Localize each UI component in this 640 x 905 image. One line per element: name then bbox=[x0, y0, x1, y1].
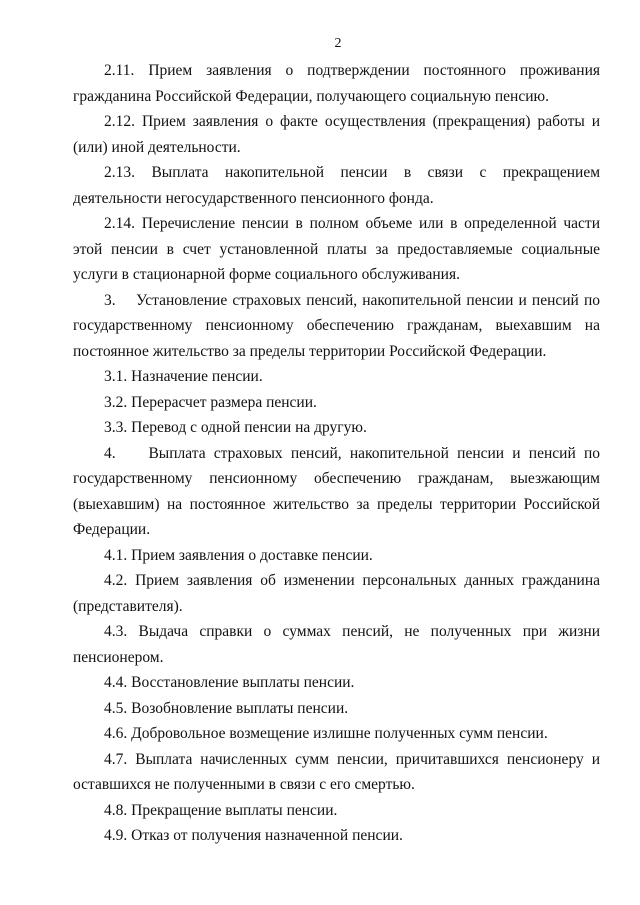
paragraph-number: 4.2. bbox=[104, 572, 128, 589]
paragraph-number: 4.8. bbox=[104, 801, 128, 819]
paragraph-number: 2.11. bbox=[104, 62, 135, 79]
paragraph-number: 4. bbox=[104, 444, 116, 462]
paragraph-text: Назначение пенсии. bbox=[131, 368, 263, 385]
paragraph-number: 3.1. bbox=[104, 368, 128, 385]
paragraph-text: Восстановление выплаты пенсии. bbox=[131, 674, 355, 691]
paragraph-number: 3.3. bbox=[104, 419, 128, 436]
paragraph-3-1 bbox=[73, 364, 600, 390]
paragraph-text: Отказ от получения назначенной пенсии. bbox=[131, 827, 403, 844]
paragraph-3-2 bbox=[73, 390, 600, 416]
paragraph-text: Прекращение выплаты пенсии. bbox=[131, 801, 338, 819]
paragraph-text: Установление страховых пенсий, накопительной пенсии и пенсий по государственному пенсионному обеспечению гражданам, выехавшим на постоянное жительство за пределы территории Российской Федерации. bbox=[73, 291, 601, 360]
paragraph-number: 4.7. bbox=[104, 750, 128, 768]
paragraph-text: Перечисление пенсии в полном объеме или в определенной части этой пенсии в счет установленной платы за предоставляемые социальные услуги в стационарной форме социального обслуживания. bbox=[73, 215, 600, 283]
paragraph-3 bbox=[73, 288, 600, 365]
paragraph-2-11 bbox=[73, 58, 600, 109]
paragraph-text: Выплата начисленных сумм пенсии, причитавшихся пенсионеру и оставшихся не полученными в связи с его смертью. bbox=[73, 750, 601, 793]
paragraph-text: Перерасчет размера пенсии. bbox=[131, 393, 317, 411]
paragraph-4-9 bbox=[73, 823, 600, 849]
paragraph-4-7 bbox=[73, 747, 600, 798]
paragraph-3-3 bbox=[73, 415, 600, 441]
paragraph-number: 2.13. bbox=[104, 164, 135, 181]
paragraph-4-8 bbox=[73, 798, 600, 824]
paragraph-text: Прием заявления о доставке пенсии. bbox=[131, 546, 373, 564]
paragraph-2-14 bbox=[73, 211, 600, 288]
paragraph-number: 4.9. bbox=[104, 827, 128, 844]
page-number: 2 bbox=[334, 36, 342, 51]
paragraph-number: 4.4. bbox=[104, 674, 128, 691]
paragraph-text: Возобновление выплаты пенсии. bbox=[131, 699, 349, 717]
paragraph-4 bbox=[73, 441, 600, 543]
paragraph-4-5 bbox=[73, 696, 600, 722]
paragraph-4-2 bbox=[73, 568, 600, 619]
paragraph-text: Прием заявления об изменении персональных данных гражданина (представителя). bbox=[73, 572, 600, 615]
paragraph-2-13 bbox=[73, 160, 600, 211]
paragraph-text: Выдача справки о суммах пенсий, не полученных при жизни пенсионером. bbox=[73, 623, 601, 666]
paragraph-number: 2.12. bbox=[104, 113, 135, 130]
paragraph-4-1 bbox=[73, 543, 600, 569]
paragraph-4-6 bbox=[73, 721, 600, 747]
paragraph-number: 4.6. bbox=[104, 725, 128, 742]
document-body bbox=[73, 58, 600, 849]
paragraph-text: Добровольное возмещение излишне полученных сумм пенсии. bbox=[131, 725, 548, 742]
paragraph-number: 3. bbox=[104, 291, 116, 309]
paragraph-text: Прием заявления о факте осуществления (прекращения) работы и (или) иной деятельности. bbox=[73, 113, 600, 156]
paragraph-number: 4.1. bbox=[104, 546, 128, 564]
paragraph-number: 4.3. bbox=[104, 623, 128, 640]
paragraph-number: 3.2. bbox=[104, 393, 128, 411]
paragraph-4-4 bbox=[73, 670, 600, 696]
paragraph-2-12 bbox=[73, 109, 600, 160]
paragraph-number: 4.5. bbox=[104, 699, 128, 717]
paragraph-text: Прием заявления о подтверждении постоянного проживания гражданина Российской Федерации, получающего социальную пенсию. bbox=[73, 62, 601, 105]
paragraph-4-3 bbox=[73, 619, 600, 670]
paragraph-number: 2.14. bbox=[104, 215, 135, 232]
paragraph-text: Выплата страховых пенсий, накопительной пенсии и пенсий по государственному пенсионному обеспечению гражданам, выезжающим (выехавшим) на постоянное жительство за пределы территории Российской Федерации. bbox=[73, 444, 600, 538]
paragraph-text: Выплата накопительной пенсии в связи с прекращением деятельности негосударственного пенсионного фонда. bbox=[73, 164, 601, 207]
paragraph-text: Перевод с одной пенсии на другую. bbox=[131, 419, 367, 436]
